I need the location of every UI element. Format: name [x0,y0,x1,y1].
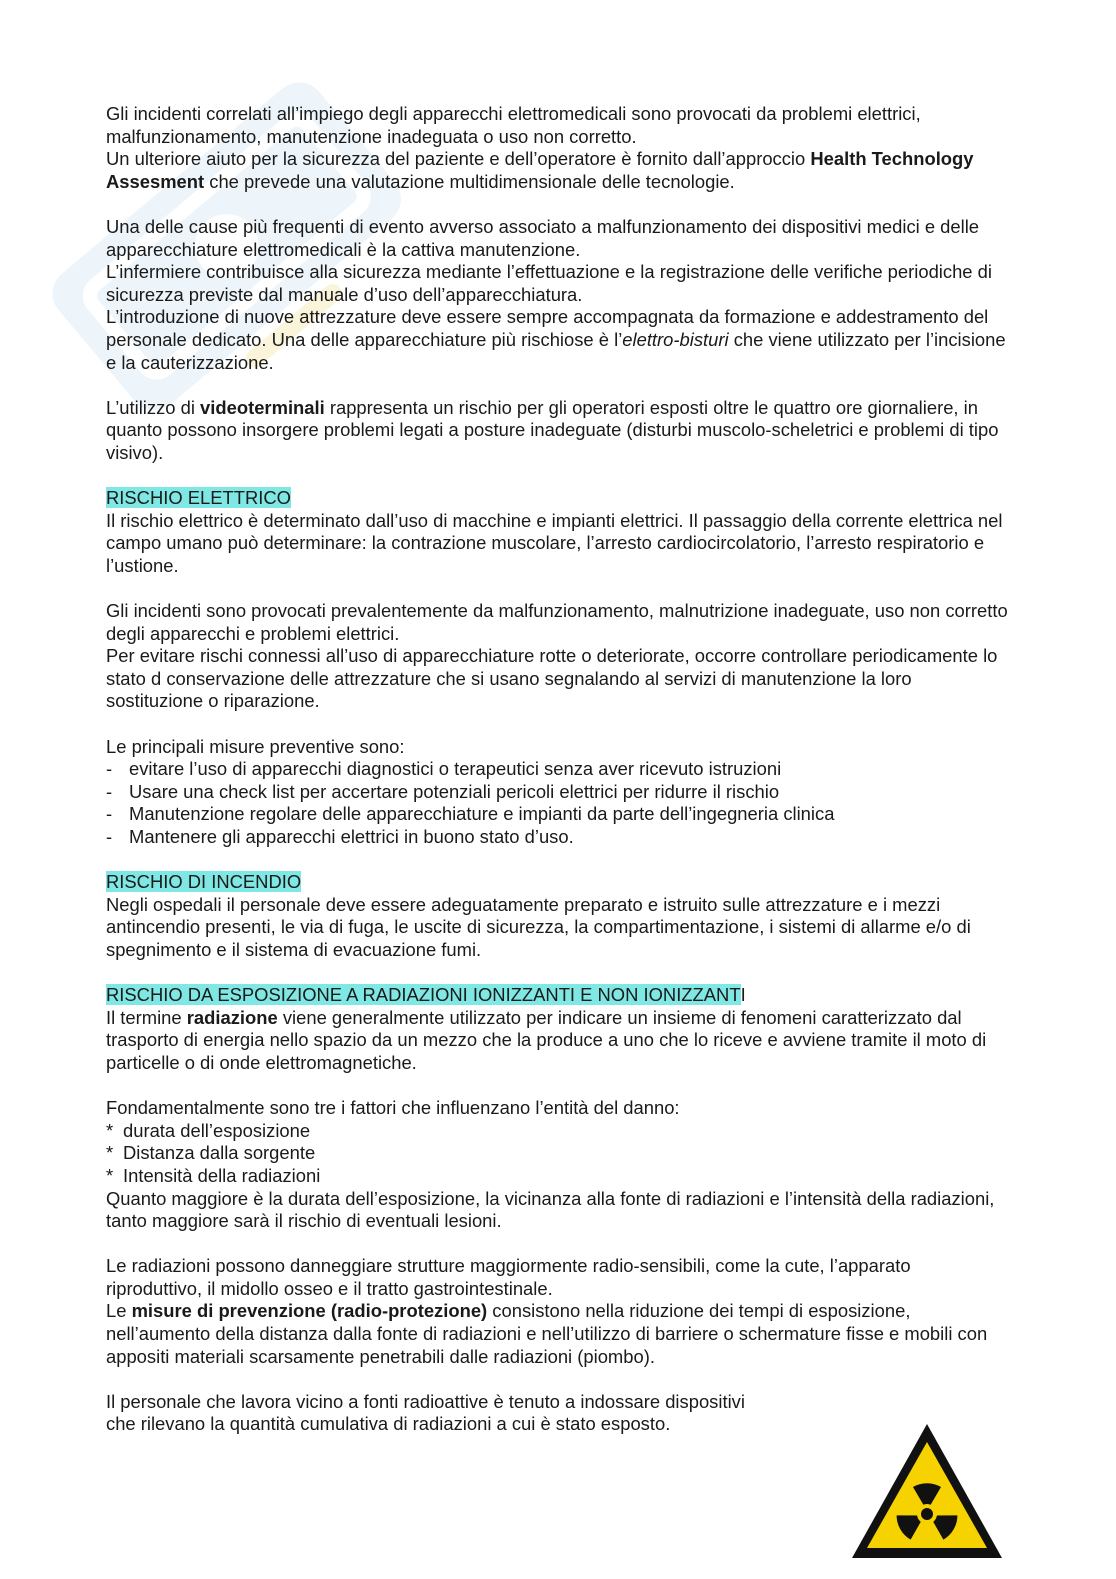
paragraph: L’utilizzo di videoterminali rappresenta un rischio per gli operatori esposti oltre le quattro ore giornaliere, in quanto possono insorgere problemi legati a posture inadeguate (disturbi muscolo-scheletrici e problemi di tipo visivo). [106,396,999,463]
damage-factors-list [106,1120,1011,1188]
paragraph: L’introduzione di nuove attrezzature deve essere sempre accompagnata da formazione e addestramento del personale dedicato. Una delle apparecchiature più rischiose è l’elettro-bisturi che viene utilizzato per l’incisione e la cauterizzazione. [106,306,1006,373]
paragraph: Per evitare rischi connessi all’uso di apparecchiature rotte o deteriorate, occorre controllare periodicamente lo stato d conservazione delle attrezzature che si usano segnalando al servizi di manutenzione la loro sostituzione o riparazione. [106,645,998,712]
paragraph: Le radiazioni possono danneggiare strutture maggiormente radio-sensibili, come la cute, l’apparato riproduttivo, il midollo osseo e il tratto gastrointestinale. [106,1255,911,1299]
paragraph: Le misure di prevenzione (radio-protezione) consistono nella riduzione dei tempi di esposizione, nell’aumento della distanza dalla fonte di radiazioni e nell’utilizzo di barriere o schermature fisse e mobili con appositi materiali scarsamente penetrabili dalle radiazioni (piombo). [106,1300,988,1367]
paragraph: Il termine radiazione viene generalmente utilizzato per indicare un insieme di fenomeni caratterizzato dal trasporto di energia nello spazio da un mezzo che la produce a uno che lo riceve e avviene tramite il moto di particelle o di onde elettromagnetiche. [106,1006,987,1073]
document-body [106,103,1011,1436]
bold-term: misure di prevenzione (radio-protezione) [131,1300,488,1322]
list-item: - evitare l’uso di apparecchi diagnostici o terapeutici senza aver ricevuto istruzioni [106,758,782,780]
paragraph: L’infermiere contribuisce alla sicurezza mediante l’effettuazione e la registrazione delle verifiche periodiche di sicurezza previste dal manuale d’uso dell’apparecchiatura. [106,261,992,305]
paragraph: Quanto maggiore è la durata dell’esposizione, la vicinanza alla fonte di radiazioni e l’intensità della radiazioni, tanto maggiore sarà il rischio di eventuali lesioni. [106,1187,995,1232]
paragraph: Negli ospedali il personale deve essere adeguatamente preparato e istruito sulle attrezzature e i mezzi antincendio presenti, le via di fuga, le uscite di sicurezza, la compartimentazione, i sistemi di allarme e/o di spegnimento e il sistema di evacuazione fumi. [106,893,971,960]
list-item: * Intensità della radiazioni [106,1164,321,1186]
paragraph: Una delle cause più frequenti di evento avverso associato a malfunzionamento dei dispositivi medici e delle apparecchiature elettromedicali è la cattiva manutenzione. [106,215,980,260]
italic-term: elettro-bisturi [622,328,729,350]
list-intro: Le principali misure preventive sono: [106,735,405,757]
list-item: - Mantenere gli apparecchi elettrici in buono stato d’uso. [106,826,574,847]
list-item: - Usare una check list per accertare potenziali pericoli elettrici per ridurre il rischio [106,780,780,802]
list-intro: Fondamentalmente sono tre i fattori che influenzano l’entità del danno: [106,1097,680,1119]
bold-term: videoterminali [200,396,325,418]
bold-term: Health Technology Assesment [106,148,974,192]
radiation-warning-icon [848,1420,1006,1562]
section-heading-incendio: RISCHIO DI INCENDIO [106,871,302,893]
paragraph-line: Il personale che lavora vicino a fonti radioattive è tenuto a indossare dispositivi [106,1390,745,1412]
list-item: - Manutenzione regolare delle apparecchiature e impianti da parte dell’ingegneria clinica [106,803,835,825]
bold-term: radiazione [186,1006,278,1028]
paragraph: Gli incidenti correlati all’impiego degli apparecchi elettromedicali sono provocati da problemi elettrici, malfunzionamento, manutenzione inadeguata o uso non corretto. [106,103,921,147]
paragraph-line: che rilevano la quantità cumulativa di radiazioni a cui è stato esposto. [106,1413,671,1435]
paragraph: Il rischio elettrico è determinato dall’uso di macchine e impianti elettrici. Il passaggio della corrente elettrica nel campo umano può determinare: la contrazione muscolare, l’arresto cardiocircolatorio, l’arresto respiratorio e l’ustione. [106,509,1003,576]
paragraph: Gli incidenti sono provocati prevalentemente da malfunzionamento, malnutrizione inadeguate, uso non corretto degli apparecchi e problemi elettrici. [106,600,1008,644]
preventive-measures-list [106,758,1011,848]
section-heading-radiazioni: RISCHIO DA ESPOSIZIONE A RADIAZIONI IONIZZANTI E NON IONIZZANTI [106,984,746,1006]
list-item: * Distanza dalla sorgente [106,1142,316,1164]
section-heading-elettrico: RISCHIO ELETTRICO [106,487,291,509]
list-item: * durata dell’esposizione [106,1119,311,1141]
paragraph: Un ulteriore aiuto per la sicurezza del paziente e dell’operatore è fornito dall’approccio Health Technology Assesment che prevede una valutazione multidimensionale delle tecnologie. [106,148,974,192]
